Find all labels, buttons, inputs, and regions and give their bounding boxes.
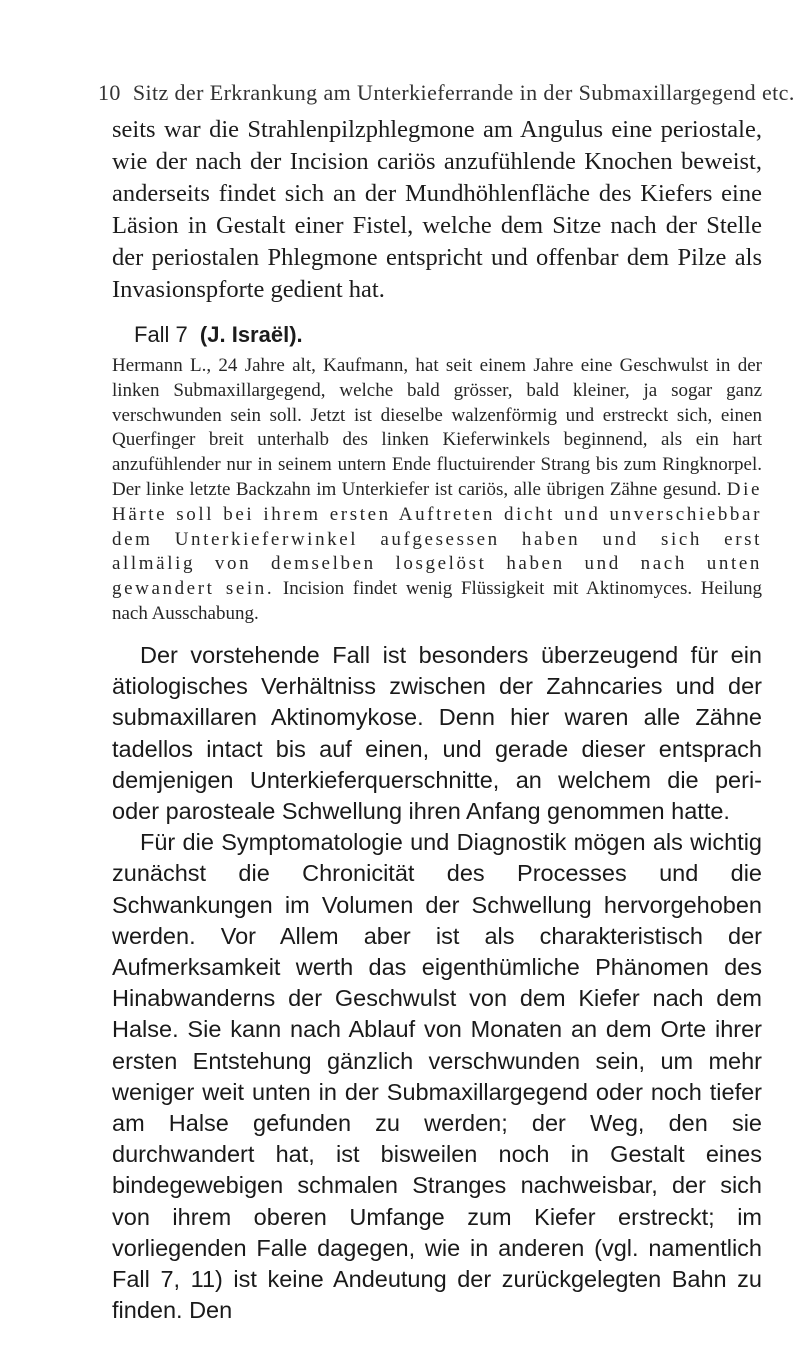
discussion-text [112,640,762,1326]
case-name: (J. Israël). [199,322,303,347]
intro-paragraph: seits war die Strahlenpilzphlegmone am Angulus eine periostale, wie der nach der Incision cariös anzufühlende Knochen beweist, anderseits findet sich an der Mundhöhlenfläche des Kiefers eine Läsion in Gestalt einer Fistel, welche dem Sitze nach der Stelle der periostalen Phlegmone entspricht und offenbar dem Pilze als Invasionspforte gedient hat. [112,116,762,303]
discussion-paragraph-1: Der vorstehende Fall ist besonders überzeugend für ein ätiologisches Verhältniss zwischen der Zahncaries und der submaxillaren Aktinomykose. Denn hier waren alle Zähne tadellos intact bis auf einen, und gerade dieser entsprach demjenigen Unterkieferquerschnitte, an welchem die peri- oder parosteale Schwellung ihren Anfang genommen hatte. [112,642,762,825]
case-heading [134,322,303,348]
case-text-part2: Incision findet wenig Flüssigkeit mit Aktinomyces. Heilung nach Ausschabung. [112,578,763,624]
running-header [98,80,795,106]
case-report [112,354,762,627]
case-label: Fall 7 [134,322,188,347]
case-text-spaced: Die Härte soll bei ihrem ersten Auftreten dicht und unverschiebbar dem Unterkieferwinkel aufgesessen haben und sich erst allmälig von demselben losgelöst haben und nach unten gewandert sein. [112,478,762,600]
discussion-paragraph-2: Für die Symptomatologie und Diagnostik mögen als wichtig zunächst die Chronicität des Processes und die Schwankungen im Volumen der Schwellung hervorgehoben werden. Vor Allem aber ist als charakteristisch der Aufmerksamkeit werth das eigenthümliche Phänomen des Hinabwanderns der Geschwulst von dem Kiefer nach dem Halse. Sie kann nach Ablauf von Monaten an dem Orte ihrer ersten Entstehung gänzlich verschwunden sein, um mehr weniger weit unten in der Submaxillargegend oder noch tiefer am Halse gefunden zu werden; der Weg, den sie durchwandert hat, ist bisweilen noch in Gestalt eines bindegewebigen schmalen Stranges nachweisbar, der sich von ihrem oberen Umfange zum Kiefer erstreckt; im vorliegenden Falle dagegen, wie in anderen (vgl. namentlich Fall 7, 11) ist keine Andeutung der zurückgelegten Bahn zu finden. Den [112,829,762,1324]
page-number: 10 [98,80,121,105]
running-title: Sitz der Erkrankung am Unterkieferrande in der Submaxillargegend etc. [132,80,795,105]
case-text-part1: Hermann L., 24 Jahre alt, Kaufmann, hat seit einem Jahre eine Geschwulst in der linken Submaxillargegend, welche bald grösser, bald kleiner, ja sogar ganz verschwunden sein soll. Jetzt ist dieselbe walzenförmig und erstreckt sich, einen Querfinger breit unterhalb des linken Kieferwinkels beginnend, als ein hart anzufühlender nur in seinem untern Ende fluctuirender Strang bis zum Ringknorpel. Der linke letzte Backzahn im Unterkiefer ist cariös, alle übrigen Zähne gesund. [112,355,762,500]
